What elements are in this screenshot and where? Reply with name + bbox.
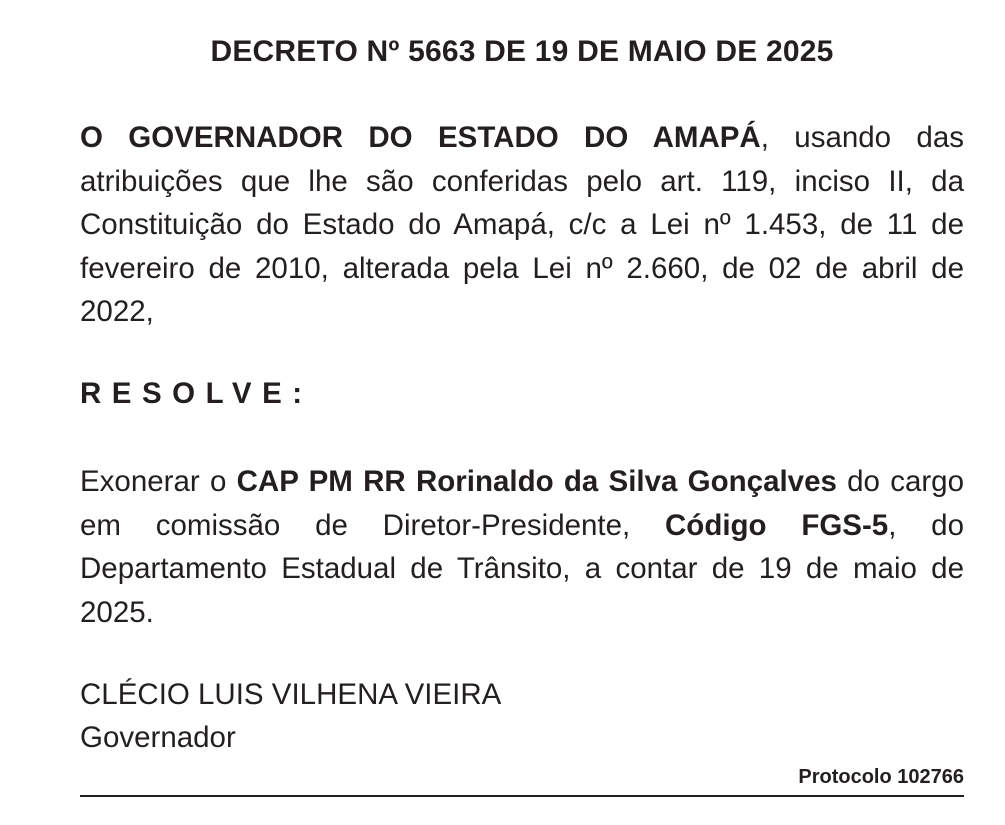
decree-page bbox=[80, 0, 964, 825]
resolution-person: CAP PM RR Rorinaldo da Silva Gonçalves bbox=[236, 465, 837, 498]
bottom-divider bbox=[80, 795, 964, 797]
signer-role: Governador bbox=[80, 721, 236, 754]
preamble-paragraph bbox=[80, 116, 964, 334]
decree-title: DECRETO Nº 5663 DE 19 DE MAIO DE 2025 bbox=[210, 35, 834, 68]
resolution-paragraph bbox=[80, 460, 964, 634]
preamble-text: , usando das atribuições que lhe são conferidas pelo art. 119, inciso II, da Constituição do Estado do Amapá, c/c a Lei nº 1.453, de 11 de fevereiro de 2010, alterada pela Lei nº 2.660, de 02 de abril de 2022, bbox=[80, 121, 964, 328]
signature-block bbox=[80, 673, 501, 759]
resolve-heading: RESOLVE: bbox=[80, 377, 313, 410]
protocol-number: Protocolo 102766 bbox=[798, 766, 964, 788]
signer-name: CLÉCIO LUIS VILHENA VIEIRA bbox=[80, 678, 502, 711]
preamble-subject: O GOVERNADOR DO ESTADO DO AMAPÁ bbox=[80, 121, 761, 154]
resolution-tail: , do Departamento Estadual de Trânsito, a contar de 19 de maio de 2025. bbox=[80, 508, 964, 629]
resolution-middle: do cargo em comissão de Diretor-Presidente, bbox=[80, 465, 964, 542]
resolution-lead: Exonerar o bbox=[80, 465, 237, 498]
resolution-code: Código FGS-5 bbox=[665, 508, 889, 542]
